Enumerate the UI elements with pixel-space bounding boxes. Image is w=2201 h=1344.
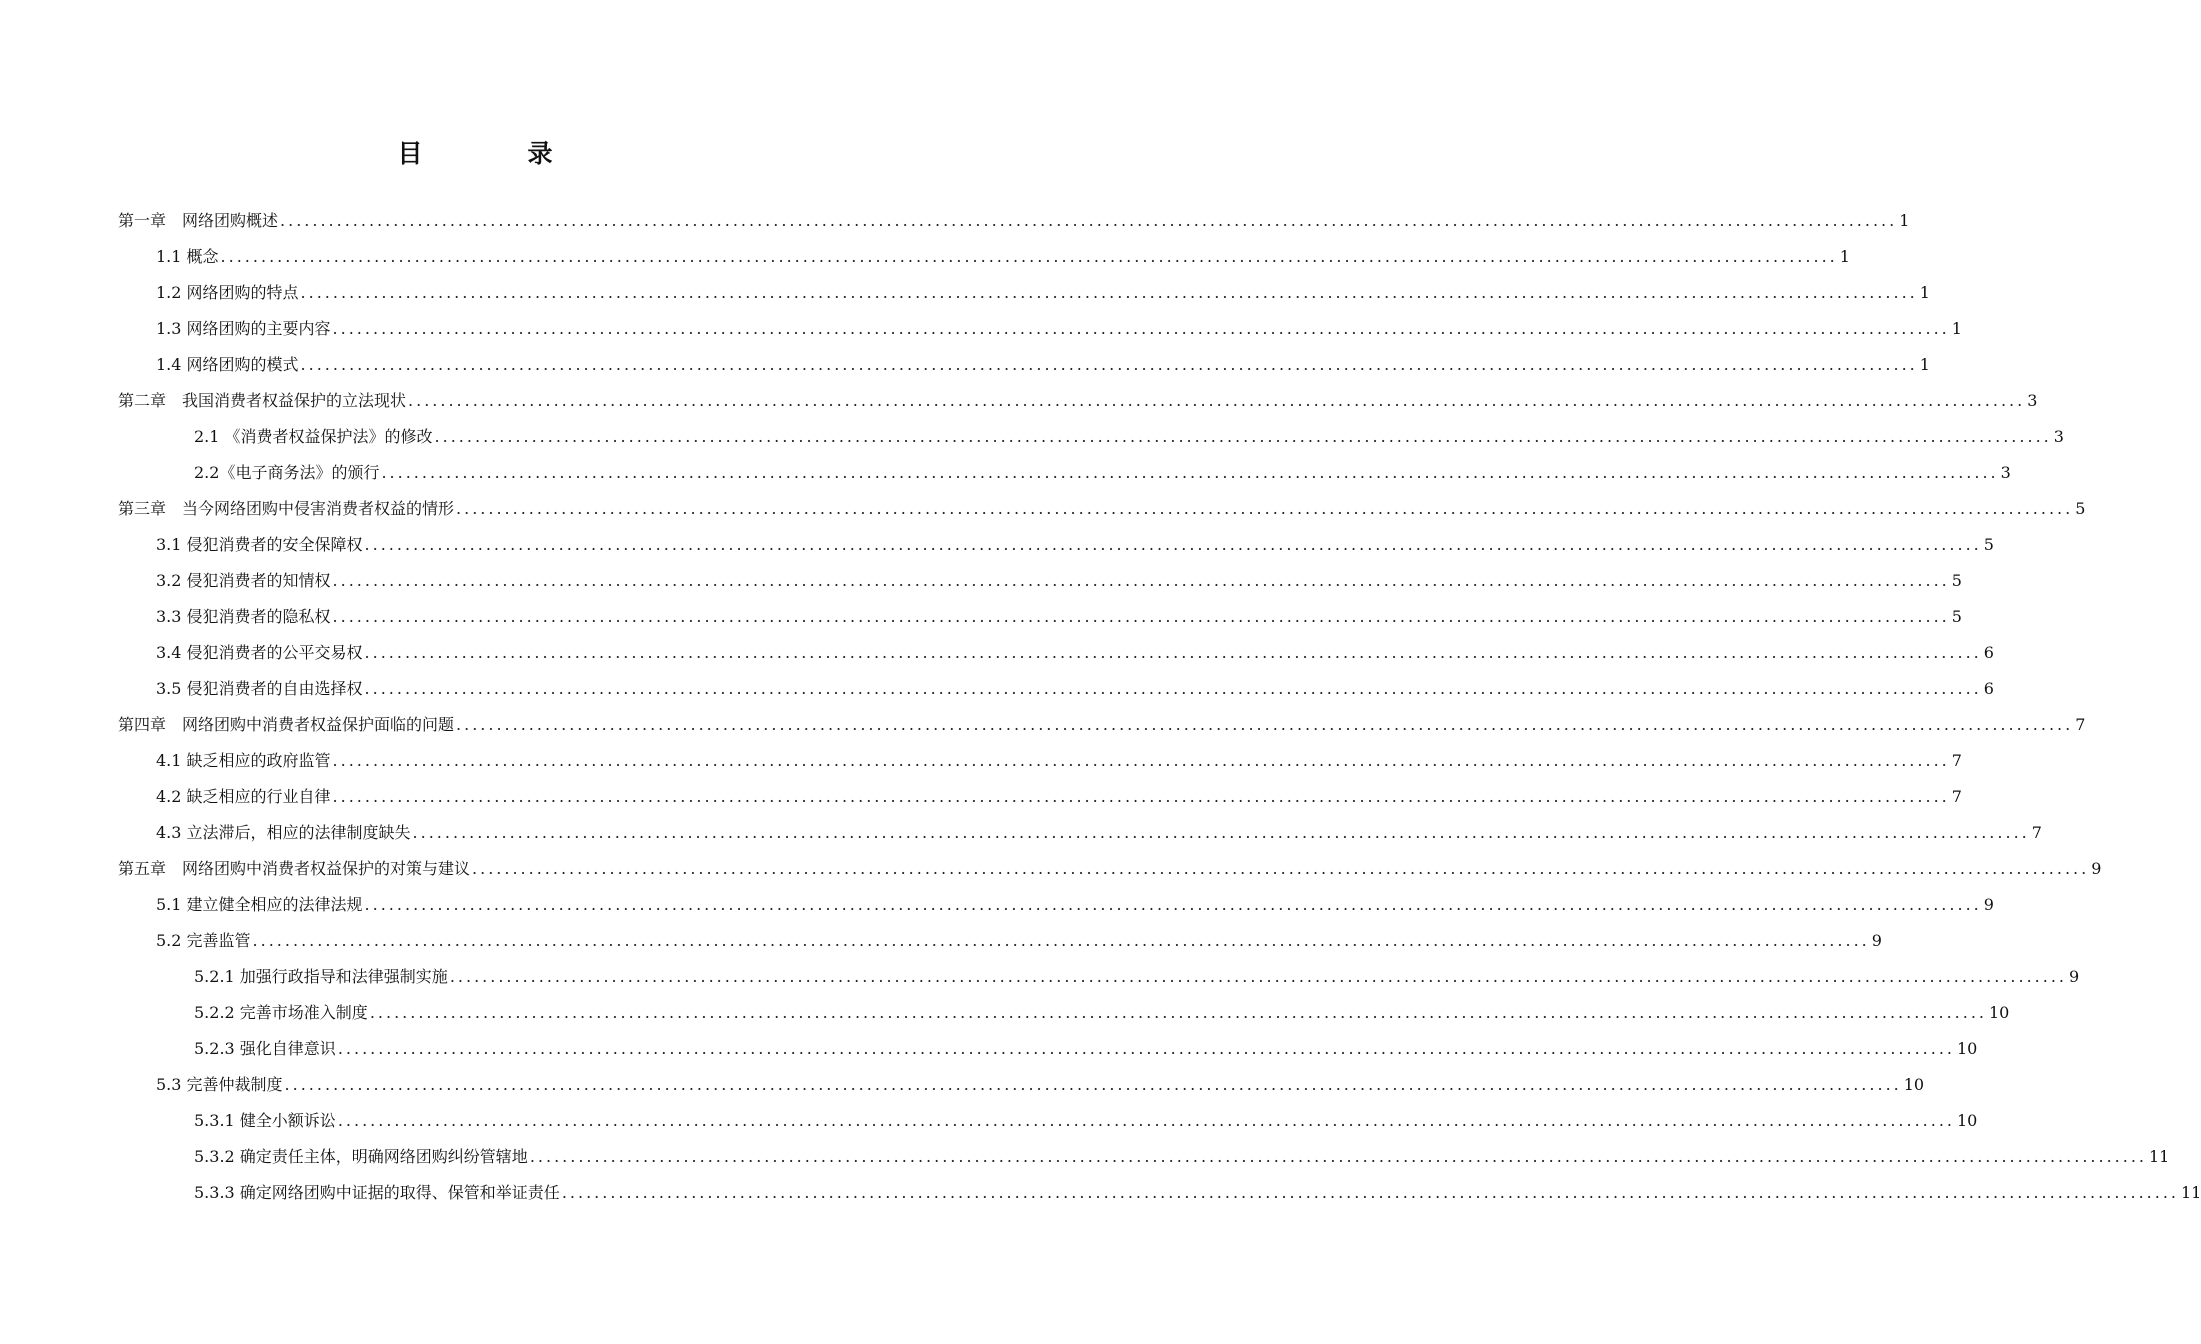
toc-entry[interactable] [156,318,1962,340]
toc-entry-label: 3.2 侵犯消费者的知情权 [156,571,331,590]
toc-entry-label: 4.1 缺乏相应的政府监管 [156,751,331,770]
toc-entry-page: 7 [1951,787,1962,806]
toc-leader-dots: ........................................................................................................................................................................................................ [364,535,1982,554]
toc-leader-dots: ........................................................................................................................................................................................................ [280,211,1898,230]
toc-leader-dots: ........................................................................................................................................................................................................ [529,1147,2147,1166]
toc-entry-page: 3 [2027,391,2038,410]
toc-entry-label: 5.3.3 确定网络团购中证据的取得、保管和举证责任 [194,1183,560,1202]
toc-leader-dots: ........................................................................................................................................................................................................ [332,571,1950,590]
toc-entry-label: 4.2 缺乏相应的行业自律 [156,787,331,806]
toc-entry-label: 2.2《电子商务法》的颁行 [194,463,380,482]
toc-entry-label: 4.3 立法滞后，相应的法律制度缺失 [156,823,411,842]
toc-entry[interactable] [156,354,1930,376]
toc-entry[interactable] [156,1074,1925,1096]
toc-leader-dots: ........................................................................................................................................................................................................ [456,499,2074,518]
toc-entry[interactable] [194,1002,2010,1024]
toc-entry-label: 1.2 网络团购的特点 [156,283,299,302]
toc-leader-dots: ........................................................................................................................................................................................................ [300,283,1918,302]
toc-entry-chapter-2[interactable] [118,390,2038,412]
toc-leader-dots: ........................................................................................................................................................................................................ [412,823,2030,842]
toc-entry[interactable] [156,930,1882,952]
toc-entry-label: 5.3.2 确定责任主体，明确网络团购纠纷管辖地 [194,1147,528,1166]
toc-entry-label: 3.1 侵犯消费者的安全保障权 [156,535,363,554]
toc-leader-dots: ........................................................................................................................................................................................................ [284,1075,1902,1094]
toc-entry[interactable] [194,462,2011,484]
toc-entry-label: 5.3.1 健全小额诉讼 [194,1111,336,1130]
toc-entry-page: 1 [1951,319,1962,338]
toc-entry-page: 5 [1951,607,1962,626]
toc-entry-page: 9 [2091,859,2102,878]
toc-entry-page: 1 [1839,247,1850,266]
toc-entry[interactable] [156,894,1994,916]
toc-leader-dots: ........................................................................................................................................................................................................ [332,751,1950,770]
toc-entry-page: 5 [1983,535,1994,554]
toc-entry-label: 3.3 侵犯消费者的隐私权 [156,607,331,626]
toc-entry-page: 1 [1919,283,1930,302]
toc-entry[interactable] [194,1038,1978,1060]
toc-entry-page: 9 [2069,967,2080,986]
toc-entry-page: 1 [1899,211,1910,230]
toc-entry-label: 3.4 侵犯消费者的公平交易权 [156,643,363,662]
toc-entry-page: 5 [1951,571,1962,590]
toc-entry-label: 5.3 完善仲裁制度 [156,1075,283,1094]
toc-entry-label: 5.2.2 完善市场准入制度 [194,1003,368,1022]
toc-entry-label: 第四章 网络团购中消费者权益保护面临的问题 [118,715,455,734]
toc-entry[interactable] [156,786,1962,808]
toc-leader-dots: ........................................................................................................................................................................................................ [364,643,1982,662]
toc-entry-label: 5.1 建立健全相应的法律法规 [156,895,363,914]
toc-entry[interactable] [194,1146,2170,1168]
toc-entry-page: 10 [1957,1111,1978,1130]
toc-entry-chapter-4[interactable] [118,714,2086,736]
toc-entry[interactable] [156,678,1994,700]
toc-entry[interactable] [156,606,1962,628]
toc-entry-chapter-5[interactable] [118,858,2102,880]
toc-leader-dots: ........................................................................................................................................................................................................ [337,1111,1955,1130]
toc-entry[interactable] [156,246,1850,268]
toc-entry-page: 10 [1957,1039,1978,1058]
toc-entry-page: 7 [2031,823,2042,842]
toc-entry[interactable] [194,426,2064,448]
toc-entry-label: 3.5 侵犯消费者的自由选择权 [156,679,363,698]
toc-leader-dots: ........................................................................................................................................................................................................ [337,1039,1955,1058]
toc-leader-dots: ........................................................................................................................................................................................................ [364,679,1982,698]
toc-entry-page: 7 [2075,715,2086,734]
toc-leader-dots: ........................................................................................................................................................................................................ [561,1183,2179,1202]
toc-entry-label: 1.1 概念 [156,247,219,266]
toc-entry-label: 2.1 《消费者权益保护法》的修改 [194,427,433,446]
toc-entry-label: 5.2 完善监管 [156,931,251,950]
toc-entry-label: 5.2.3 强化自律意识 [194,1039,336,1058]
toc-entry-page: 3 [2053,427,2064,446]
toc-entry[interactable] [156,534,1994,556]
toc-leader-dots: ........................................................................................................................................................................................................ [472,859,2090,878]
toc-leader-dots: ........................................................................................................................................................................................................ [434,427,2052,446]
toc-entry[interactable] [194,966,2080,988]
toc-entry[interactable] [194,1182,2201,1204]
toc-entry-page: 6 [1983,643,1994,662]
toc-leader-dots: ........................................................................................................................................................................................................ [332,607,1950,626]
toc-leader-dots: ........................................................................................................................................................................................................ [369,1003,1987,1022]
toc-entry-page: 10 [1989,1003,2010,1022]
toc-entry[interactable] [156,570,1962,592]
toc-entry-page: 11 [2149,1147,2170,1166]
toc-entry[interactable] [156,642,1994,664]
toc-leader-dots: ........................................................................................................................................................................................................ [408,391,2026,410]
toc-entry-page: 10 [1903,1075,1925,1094]
toc-entry-page: 9 [1871,931,1882,950]
toc-entry-page: 7 [1951,751,1962,770]
toc-entry-page: 1 [1919,355,1930,374]
toc-entry-page: 6 [1983,679,1994,698]
toc-leader-dots: ........................................................................................................................................................................................................ [381,463,1999,482]
toc-entry-page: 5 [2075,499,2086,518]
toc-entry[interactable] [156,750,1962,772]
toc-leader-dots: ........................................................................................................................................................................................................ [220,247,1838,266]
toc-leader-dots: ........................................................................................................................................................................................................ [332,319,1950,338]
toc-leader-dots: ........................................................................................................................................................................................................ [449,967,2067,986]
toc-entry-label: 第三章 当今网络团购中侵害消费者权益的情形 [118,499,455,518]
toc-leader-dots: ........................................................................................................................................................................................................ [456,715,2074,734]
toc-entry-page: 3 [2000,463,2011,482]
toc-leader-dots: ........................................................................................................................................................................................................ [252,931,1870,950]
toc-leader-dots: ........................................................................................................................................................................................................ [332,787,1950,806]
toc-entry-chapter-3[interactable] [118,498,2086,520]
toc-entry-label: 1.3 网络团购的主要内容 [156,319,331,338]
toc-entry[interactable] [156,822,2042,844]
toc-leader-dots: ........................................................................................................................................................................................................ [364,895,1982,914]
toc-entry-chapter-1[interactable] [118,210,1910,232]
toc-leader-dots: ........................................................................................................................................................................................................ [300,355,1918,374]
toc-entry[interactable] [194,1110,1978,1132]
toc-entry-page: 11 [2181,1183,2201,1202]
toc-entry[interactable] [156,282,1930,304]
toc-entry-label: 第一章 网络团购概述 [118,211,279,230]
page-title: 目 录 [397,139,593,168]
toc-entry-label: 5.2.1 加强行政指导和法律强制实施 [194,967,448,986]
toc-entry-page: 9 [1983,895,1994,914]
toc-entry-label: 第五章 网络团购中消费者权益保护的对策与建议 [118,859,471,878]
toc-entry-label: 第二章 我国消费者权益保护的立法现状 [118,391,407,410]
toc-entry-label: 1.4 网络团购的模式 [156,355,299,374]
